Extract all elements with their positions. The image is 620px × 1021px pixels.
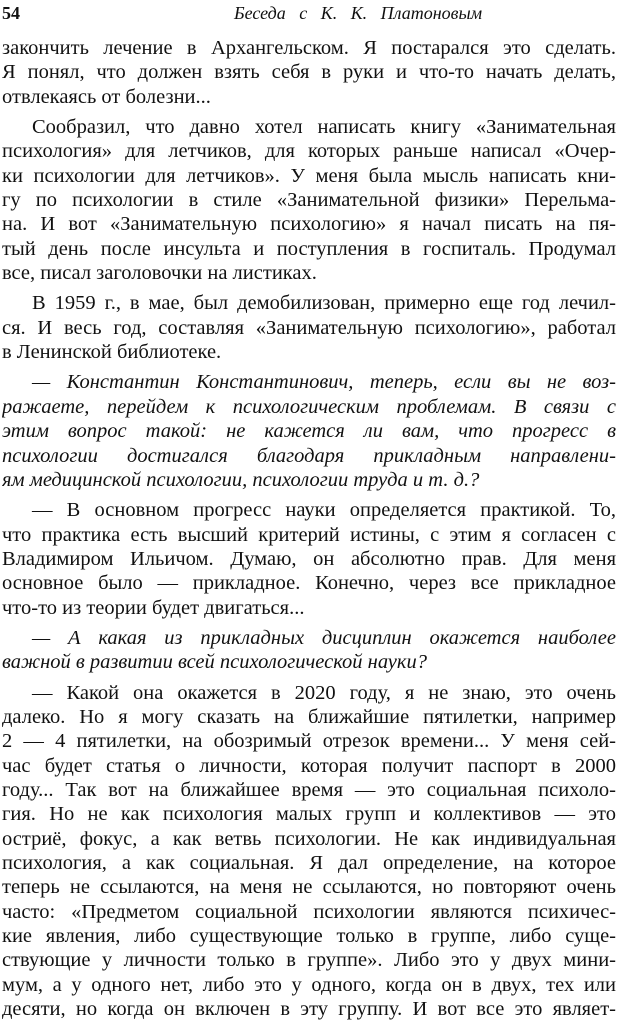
text-line: кие явления, либо существующие только в группе, либо суще- (2, 925, 616, 948)
text-line: основное было — прикладное. Конечно, через все прикладное (2, 572, 616, 595)
text-line: Владимиром Ильичом. Думаю, он абсолютно прав. Для меня (2, 547, 616, 570)
text-line: закончить лечение в Архангельском. Я постарался это сделать. (2, 37, 616, 59)
page-header (0, 2, 620, 26)
text-line: ки психологии для летчиков». У меня была мысль написать кни- (2, 164, 616, 187)
text-line: Сообразил, что давно хотел написать книгу «Занимательная (32, 116, 616, 139)
text-paragraph (2, 291, 616, 364)
text-line: Я понял, что должен взять себя в руки и что-то начать делать, (2, 61, 616, 84)
text-line: психологии достигался благодаря прикладным направлени- (2, 444, 616, 467)
text-line: — Какой она окажется в 2020 году, я не знаю, это очень (32, 681, 616, 704)
text-line: час будет статья о личности, которая получит паспорт в 2000 (2, 754, 616, 777)
text-line: часто: «Предметом социальной психологии являются психичес- (2, 900, 616, 923)
text-line: психология, а как социальная. Я дал определение, на которое (2, 852, 616, 874)
text-paragraph (2, 681, 616, 1021)
text-line: ражаете, перейдем к психологическим проблемам. В связи с (2, 395, 616, 418)
page-number: 54 (2, 3, 20, 23)
text-line: далеко. Но я могу сказать на ближайшие пятилетки, например (2, 705, 616, 728)
text-line: ся. И весь год, составляя «Занимательную психологию», работал (2, 316, 616, 339)
text-line: — В основном прогресс науки определяется практикой. То, (32, 499, 616, 522)
text-line: что практика есть высший критерий истины, с этим я согласен с (2, 523, 616, 546)
text-line: отвлекаясь от болезни... (2, 85, 211, 108)
question-paragraph (2, 370, 616, 492)
text-line: теперь не ссылаются, на меня не ссылаются, но повторяют очень (2, 876, 616, 899)
text-line: психология» для летчиков, для которых раньше написал «Очер- (2, 140, 616, 163)
text-line: В 1959 г., в мае, был демобилизован, примерно еще год лечил- (32, 292, 616, 315)
text-line: остриё, фокус, а как ветвь психологии. Не как индивидуальная (2, 827, 616, 850)
text-line: — Константин Константинович, теперь, если вы не воз- (32, 371, 616, 394)
text-line: в Ленинской библиотеке. (2, 341, 222, 364)
text-line: что-то из теории будет двигаться... (2, 596, 305, 619)
text-paragraph (2, 36, 616, 109)
text-line: тый день после инсульта и поступления в госпиталь. Продумал (2, 237, 616, 260)
text-line: мум, а у одного нет, либо это у одного, когда он в двух, тех или (2, 973, 616, 996)
question-paragraph (2, 626, 616, 675)
text-line: гу по психологии в стиле «Занимательной физики» Перельма- (2, 189, 616, 212)
body-text (2, 36, 616, 1021)
text-paragraph (2, 115, 616, 285)
text-line: ствующие у личности только в группе». Либо это у двух мини- (2, 949, 616, 972)
text-line: гия. Но не как психология малых групп и коллективов — это (2, 803, 616, 826)
text-line: — А какая из прикладных дисциплин окажется наиболее (32, 626, 616, 649)
text-line: на. И вот «Занимательную психологию» я начал писать на пя- (2, 213, 616, 236)
text-paragraph (2, 498, 616, 620)
text-line: важной в развитии всей психологической науки? (2, 651, 427, 674)
text-line: 2 — 4 пятилетки, на обозримый отрезок времени... У меня сей- (2, 730, 616, 753)
text-line: ям медицинской психологии, психологии труда и т. д.? (2, 468, 480, 491)
text-line: году... Так вот на ближайшее время — это социальная психоло- (2, 778, 616, 801)
text-line: этим вопрос такой: не кажется ли вам, что прогресс в (2, 420, 616, 443)
text-line: все, писал заголовочки на листиках. (2, 262, 317, 285)
running-head: Беседа с К. К. Платоновым (234, 3, 483, 23)
text-line: десяти, но когда он включен в эту группу. И вот все это являет- (2, 998, 616, 1021)
